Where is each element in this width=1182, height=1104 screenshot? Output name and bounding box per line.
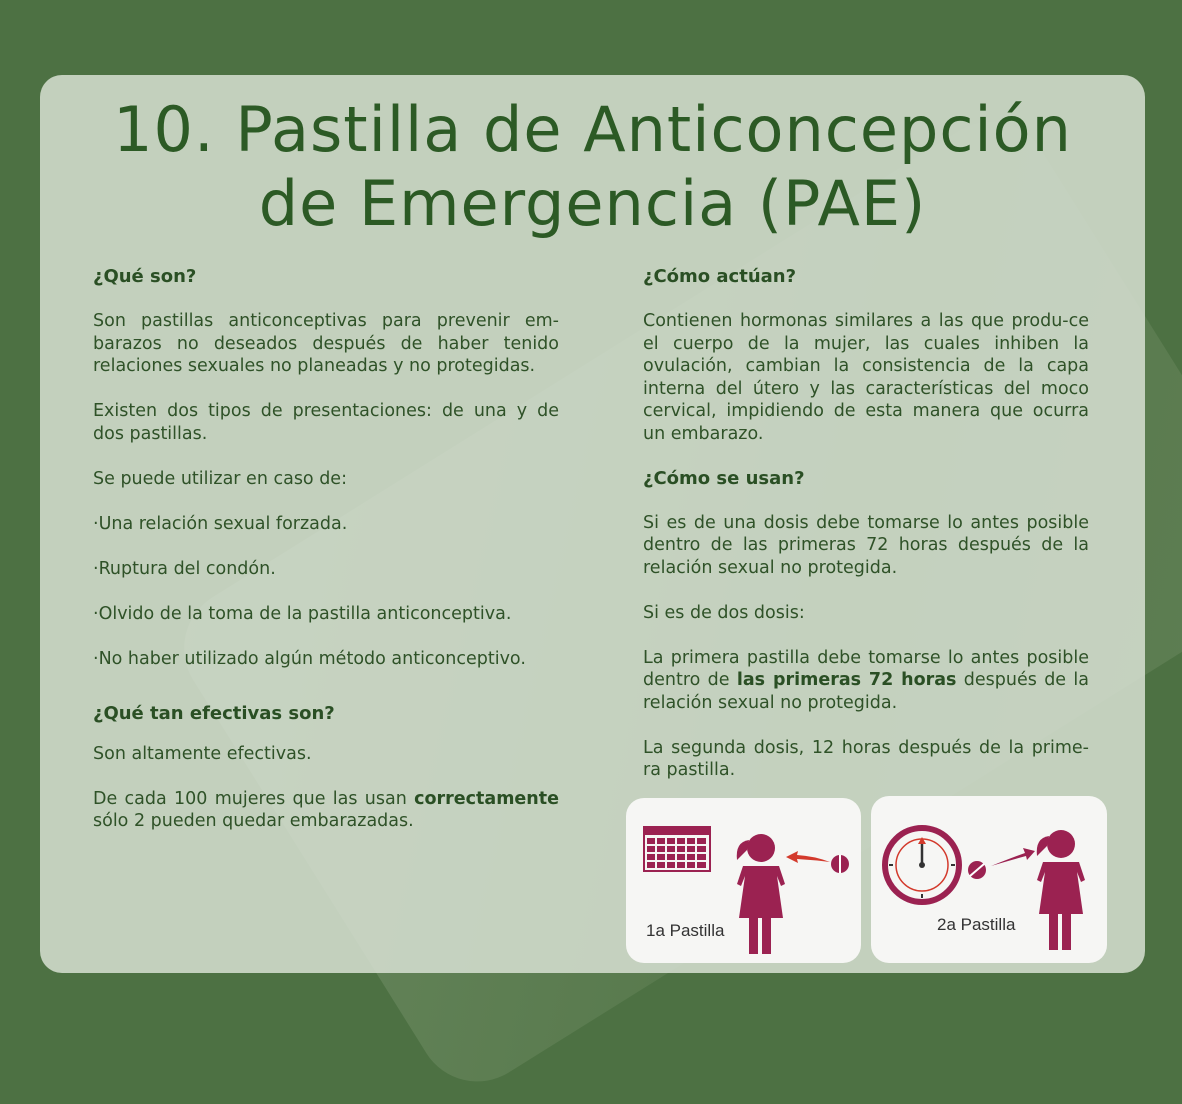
list-item: ·Una relación sexual forzada. (93, 513, 348, 534)
paragraph-use-cases-intro: Se puede utilizar en caso de: (93, 468, 347, 489)
heading-como-se-usan: ¿Cómo se usan? (643, 467, 805, 489)
paragraph-effective: Son altamente efectivas. (93, 743, 312, 764)
list-item: ·Ruptura del condón. (93, 558, 276, 579)
right-column (643, 266, 1089, 804)
clock-icon (881, 824, 963, 906)
paragraph-first-pill: La primera pastilla debe tomarse lo antes posible dentro de las primeras 72 horas después de la relación sexual no protegida. (643, 647, 1089, 713)
woman-icon (729, 832, 789, 956)
paragraph-mechanism: Contienen hormonas similares a las que produ-ce el cuerpo de la mujer, las cuales inhiben la ovulación, cambian la consistencia de la capa interna del útero y las características del moco cervical, impidiendo de esta manera que ocurra un embarazo. (643, 311, 1089, 444)
pill-icon (967, 860, 987, 880)
second-pill-panel (871, 796, 1107, 963)
paragraph-definition: Son pastillas anticonceptivas para prevenir em-barazos no deseados después de haber tenido relaciones sexuales no planeadas y no protegidas. (93, 311, 559, 376)
info-card (40, 75, 1145, 973)
second-pill-caption: 2a Pastilla (937, 915, 1016, 934)
heading-efectividad: ¿Qué tan efectivas son? (93, 702, 335, 724)
paragraph-presentations: Existen dos tipos de presentaciones: de una y de dos pastillas. (93, 401, 559, 444)
page-title (40, 93, 1145, 241)
arrow-icon (784, 848, 834, 868)
title-line-2: de Emergencia (PAE) (258, 167, 927, 240)
emphasis-72-hours: las primeras 72 horas (736, 670, 957, 690)
emphasis-correctly: correctamente (414, 788, 559, 809)
left-column (93, 266, 559, 855)
calendar-icon (643, 826, 711, 872)
heading-que-son: ¿Qué son? (93, 266, 197, 287)
title-line-1: 10. Pastilla de Anticoncepción (113, 93, 1072, 166)
paragraph-two-doses: Si es de dos dosis: (643, 602, 805, 623)
paragraph-statistic: De cada 100 mujeres que las usan correctamente sólo 2 pueden quedar embarazadas. (93, 788, 559, 831)
woman-icon (1029, 828, 1089, 952)
list-item: ·No haber utilizado algún método anticonceptivo. (93, 648, 526, 669)
heading-como-actuan: ¿Cómo actúan? (643, 266, 797, 287)
first-pill-caption: 1a Pastilla (646, 921, 725, 940)
list-item: ·Olvido de la toma de la pastilla anticonceptiva. (93, 603, 512, 624)
paragraph-second-pill: La segunda dosis, 12 horas después de la prime-ra pastilla. (643, 737, 1089, 780)
paragraph-single-dose: Si es de una dosis debe tomarse lo antes posible dentro de las primeras 72 horas después de la relación sexual no protegida. (643, 512, 1089, 578)
pill-icon (830, 854, 850, 874)
first-pill-panel (626, 798, 861, 963)
